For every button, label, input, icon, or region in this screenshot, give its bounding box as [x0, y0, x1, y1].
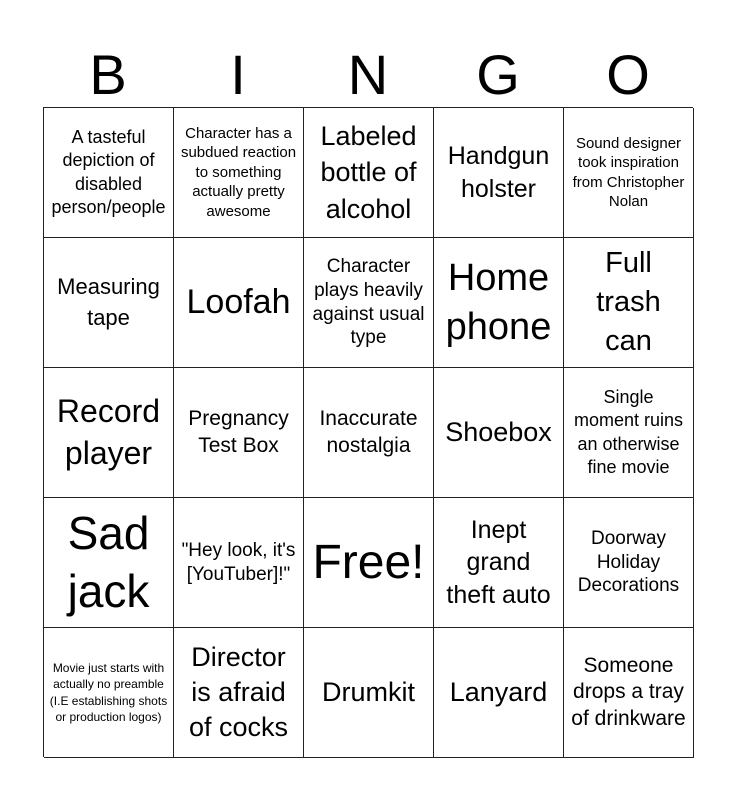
cell-text: Someone drops a tray of drinkware — [571, 654, 686, 730]
bingo-cell[interactable] — [434, 498, 564, 628]
bingo-cell[interactable] — [564, 498, 694, 628]
cell-text: Home phone — [445, 256, 552, 348]
cell-text: Full trash can — [596, 246, 661, 358]
header-letter-n: N — [347, 43, 389, 106]
bingo-cell[interactable] — [564, 628, 694, 758]
bingo-board — [43, 107, 693, 757]
bingo-cell[interactable] — [564, 368, 694, 498]
cell-text: "Hey look, it's [YouTuber]!" — [181, 539, 296, 585]
cell-text: Movie just starts with actually no preamble (I.E establishing shots or production logos) — [49, 661, 168, 724]
bingo-cell[interactable] — [44, 108, 174, 238]
header-letter-g: G — [476, 43, 520, 106]
bingo-cell[interactable] — [304, 368, 434, 498]
bingo-cell[interactable] — [304, 108, 434, 238]
cell-text: Inaccurate nostalgia — [319, 407, 418, 457]
bingo-cell[interactable] — [304, 238, 434, 368]
cell-text: Handgun holster — [447, 142, 550, 203]
cell-text: Inept grand theft auto — [446, 515, 551, 609]
bingo-cell[interactable] — [174, 498, 304, 628]
bingo-cell[interactable] — [434, 108, 564, 238]
bingo-cell[interactable] — [564, 108, 694, 238]
bingo-cell[interactable] — [434, 628, 564, 758]
cell-text: Director is afraid of cocks — [188, 641, 289, 743]
bingo-cell[interactable] — [174, 238, 304, 368]
cell-text: Shoebox — [445, 416, 552, 447]
bingo-cell[interactable] — [44, 628, 174, 758]
bingo-cell[interactable] — [564, 238, 694, 368]
bingo-cell[interactable] — [174, 108, 304, 238]
cell-text: Sad jack — [67, 507, 150, 617]
cell-text: Sound designer took inspiration from Christopher Nolan — [572, 134, 685, 210]
header-letter-i: I — [230, 43, 246, 106]
bingo-cell[interactable] — [44, 498, 174, 628]
cell-text: Loofah — [186, 283, 291, 322]
cell-text: Single moment ruins an otherwise fine movie — [573, 386, 684, 477]
header-letter-o: O — [606, 43, 650, 106]
cell-text: Drumkit — [322, 677, 415, 708]
cell-text: A tasteful depiction of disabled person/people — [51, 126, 166, 217]
free-space-text: Free! — [312, 535, 425, 589]
free-space-cell[interactable] — [304, 498, 434, 628]
bingo-cell[interactable] — [44, 238, 174, 368]
bingo-cell[interactable] — [304, 628, 434, 758]
bingo-header — [43, 42, 693, 108]
bingo-cell[interactable] — [174, 628, 304, 758]
cell-text: Doorway Holiday Decorations — [577, 527, 680, 597]
bingo-cell[interactable] — [174, 368, 304, 498]
bingo-cell[interactable] — [44, 368, 174, 498]
cell-text: Pregnancy Test Box — [188, 407, 289, 457]
cell-text: Character plays heavily against usual type — [312, 256, 425, 349]
cell-text: Lanyard — [449, 677, 548, 708]
bingo-cell[interactable] — [434, 368, 564, 498]
cell-text: Measuring tape — [57, 273, 160, 330]
cell-text: Record player — [56, 392, 161, 471]
bingo-cell[interactable] — [434, 238, 564, 368]
cell-text: Labeled bottle of alcohol — [320, 120, 417, 224]
header-letter-b: B — [89, 43, 127, 106]
cell-text: Character has a subdued reaction to something actually pretty awesome — [180, 124, 297, 220]
